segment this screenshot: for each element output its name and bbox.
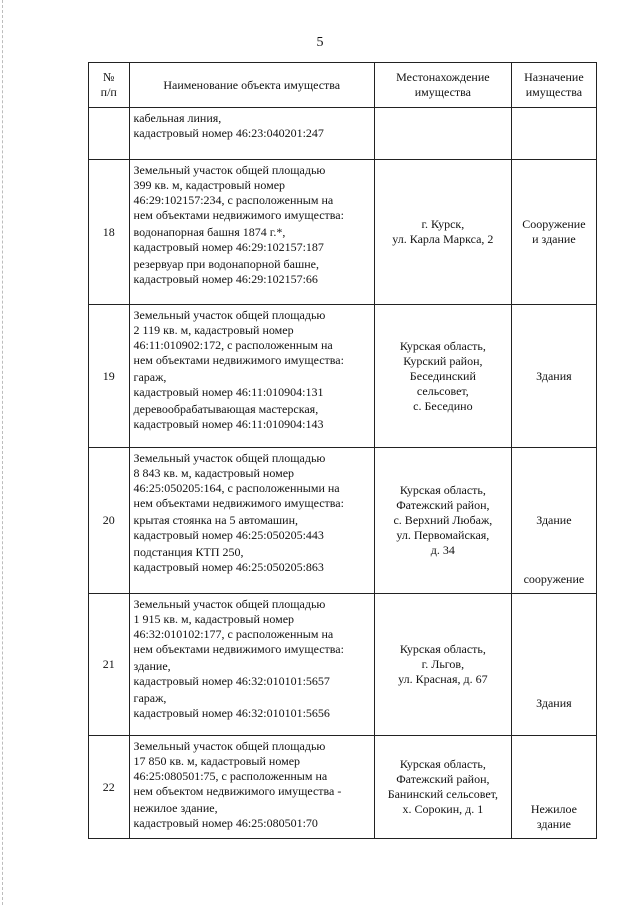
object-paragraph: деревообрабатывающая мастерская, кадастровый номер 46:11:010904:143 xyxy=(133,402,324,431)
purpose-cell: Здание сооружение xyxy=(511,448,596,594)
header-purpose: Назначение имущества xyxy=(511,63,596,108)
purpose-text: Здания xyxy=(536,696,572,710)
table-row xyxy=(89,305,597,448)
location-cell: г. Курск, ул. Карла Маркса, 2 xyxy=(374,160,511,305)
object-paragraph: подстанция КТП 250, кадастровый номер 46:25:050205:863 xyxy=(133,545,324,574)
object-paragraph: резервуар при водонапорной башне, кадастровый номер 46:29:102157:66 xyxy=(133,257,319,286)
header-name: Наименование объекта имущества xyxy=(129,63,374,108)
table-row xyxy=(89,108,597,160)
purpose-cell xyxy=(511,736,596,839)
purpose-cell: Здания xyxy=(511,305,596,448)
location-cell: Курская область, Фатежский район, Банинский сельсовет, х. Сорокин, д. 1 xyxy=(374,736,511,839)
table-header-row xyxy=(89,63,597,108)
object-name-cell xyxy=(129,736,374,839)
property-table xyxy=(88,62,597,839)
purpose-cell xyxy=(511,594,596,736)
object-paragraph: Земельный участок общей площадью 1 915 кв. м, кадастровый номер 46:32:010102:177, с расположенным на нем объектами недвижимого имущества: xyxy=(133,597,344,656)
object-paragraph: гараж, кадастровый номер 46:32:010101:5656 xyxy=(133,691,330,720)
purpose-cell xyxy=(511,108,596,160)
row-number xyxy=(89,108,130,160)
purpose-cell: Сооружение и здание xyxy=(511,160,596,305)
object-paragraph: крытая стоянка на 5 автомашин, кадастровый номер 46:25:050205:443 xyxy=(133,513,324,542)
table-row xyxy=(89,160,597,305)
location-cell: Курская область, г. Льгов, ул. Красная, д. 67 xyxy=(374,594,511,736)
row-number: 22 xyxy=(89,736,130,839)
object-name-cell xyxy=(129,305,374,448)
object-paragraph: Земельный участок общей площадью 399 кв. м, кадастровый номер 46:29:102157:234, с расположенным на нем объектами недвижимого имущества: xyxy=(133,163,344,222)
row-number: 20 xyxy=(89,448,130,594)
purpose-extra: сооружение xyxy=(523,572,585,586)
header-location: Местонахождение имущества xyxy=(374,63,511,108)
page-left-margin-line xyxy=(2,0,3,905)
purpose-text: Нежилое здание xyxy=(530,802,577,831)
row-number: 19 xyxy=(89,305,130,448)
location-cell xyxy=(374,108,511,160)
table-row xyxy=(89,594,597,736)
object-name-cell xyxy=(129,108,374,160)
row-number: 21 xyxy=(89,594,130,736)
table-row xyxy=(89,448,597,594)
object-paragraph: Земельный участок общей площадью 8 843 кв. м, кадастровый номер 46:25:050205:164, с расположенными на нем объектами недвижимого имущества: xyxy=(133,451,344,510)
location-cell: Курская область, Фатежский район, с. Верхний Любаж, ул. Первомайская, д. 34 xyxy=(374,448,511,594)
table-row xyxy=(89,736,597,839)
object-name-cell xyxy=(129,448,374,594)
object-name-cell xyxy=(129,160,374,305)
object-paragraph: водонапорная башня 1874 г.*, кадастровый номер 46:29:102157:187 xyxy=(133,225,324,254)
object-paragraph: Земельный участок общей площадью 2 119 кв. м, кадастровый номер 46:11:010902:172, с расположенным на нем объектами недвижимого имущества: xyxy=(133,308,344,367)
object-name-cell xyxy=(129,594,374,736)
object-paragraph: здание, кадастровый номер 46:32:010101:5657 xyxy=(133,659,330,688)
location-cell: Курская область, Курский район, Бесединский сельсовет, с. Беседино xyxy=(374,305,511,448)
header-num: № п/п xyxy=(89,63,130,108)
object-paragraph: нежилое здание, кадастровый номер 46:25:080501:70 xyxy=(133,801,318,830)
row-number: 18 xyxy=(89,160,130,305)
object-paragraph: Земельный участок общей площадью 17 850 кв. м, кадастровый номер 46:25:080501:75, с расположенным на нем объектом недвижимого имущества - xyxy=(133,739,342,798)
page-number: 5 xyxy=(316,35,324,50)
object-paragraph: кабельная линия, кадастровый номер 46:23:040201:247 xyxy=(133,111,324,140)
object-paragraph: гараж, кадастровый номер 46:11:010904:131 xyxy=(133,370,324,399)
